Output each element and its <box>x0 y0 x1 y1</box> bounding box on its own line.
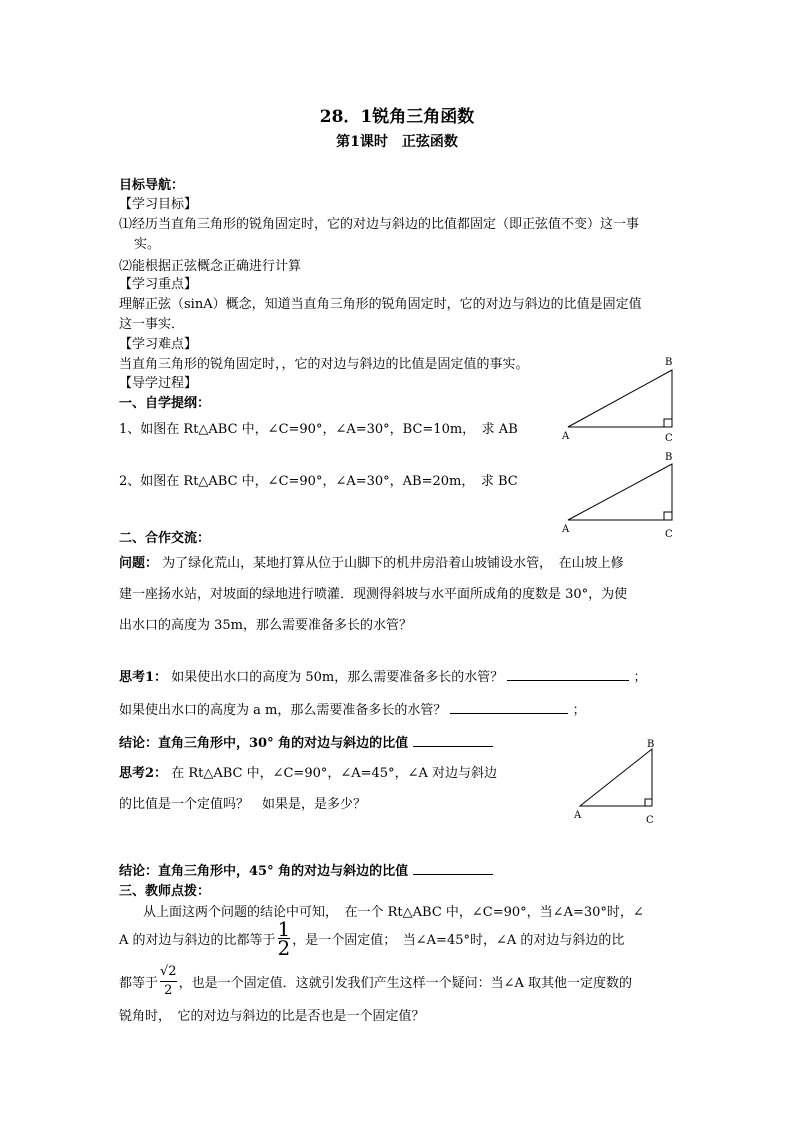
problem-text: 为了绿化荒山，某地打算从位于山脚下的机井房沿着山坡铺设水管， 在山坡上修 <box>162 556 624 571</box>
conclusion1-text: 结论：直角三角形中，30° 角的对边与斜边的比值 <box>119 736 409 751</box>
triangle-shape <box>580 749 652 806</box>
fraction-numerator: 1 <box>277 916 291 941</box>
vertex-label-a: A <box>562 431 570 442</box>
think1-question-b: 如果使出水口的高度为 a m，那么需要准备多长的水管？ <box>119 703 447 718</box>
learning-goals-heading: 【学习目标】 <box>119 197 198 212</box>
teacher-line3-a: 都等于 <box>119 975 159 991</box>
self-study-q2: 2、如图在 Rt△ABC 中，∠C=90°，∠A=30°，AB=20m， 求 BC <box>119 474 518 489</box>
think1-end-b: ； <box>572 703 586 718</box>
conclusion2-blank[interactable] <box>413 862 493 875</box>
think2-text1: 在 Rt△ABC 中，∠C=90°，∠A=45°，∠A 对边与斜边 <box>171 766 497 781</box>
think1-label: 思考1： <box>119 670 168 685</box>
think2-line2: 的比值是一个定值吗？ 如果是，是多少？ <box>119 797 367 812</box>
vertex-label-b: B <box>665 452 673 463</box>
vertex-label-a: A <box>574 810 582 821</box>
fraction-root2-over-2 <box>160 963 177 1000</box>
key-points-line1: 理解正弦（sinA）概念，知道当直角三角形的锐角固定时，它的对边与斜边的比值是固定值 <box>119 297 642 312</box>
teacher-line4: 锐角时， 它的对边与斜边的比是否也是一个固定值？ <box>119 1009 425 1024</box>
cooperate-heading: 二、合作交流： <box>119 531 211 546</box>
think1-line-b <box>119 699 586 718</box>
page-subtitle: 第1课时 正弦函数 <box>336 134 458 150</box>
triangle-shape <box>568 370 672 427</box>
teacher-line2 <box>119 916 625 960</box>
page-title: 28．1锐角三角函数 <box>319 107 475 127</box>
teacher-line2-a: A 的对边与斜边的比都等于 <box>119 932 276 948</box>
key-points-line2: 这一事实． <box>119 317 185 332</box>
key-points-heading: 【学习重点】 <box>119 277 198 292</box>
process-heading: 【导学过程】 <box>119 376 198 391</box>
think1-line-a <box>119 666 647 685</box>
learning-goal-1-cont: 实。 <box>134 237 161 252</box>
right-angle-mark <box>664 419 672 427</box>
self-study-heading: 一、自学提纲： <box>119 396 211 411</box>
vertex-label-c: C <box>665 433 673 444</box>
triangle-figure-3 <box>570 735 665 827</box>
problem-label: 问题： <box>119 556 159 571</box>
conclusion1-blank[interactable] <box>413 734 493 747</box>
fraction-numerator: √2 <box>160 963 177 982</box>
fraction-denominator: 2 <box>277 935 291 960</box>
vertex-label-c: C <box>665 529 673 540</box>
self-study-q1: 1、如图在 Rt△ABC 中，∠C=90°，∠A=30°，BC=10m， 求 AB <box>119 422 518 437</box>
conclusion2 <box>119 860 493 879</box>
problem-line3: 出水口的高度为 35m，那么需要准备多长的水管？ <box>119 618 413 633</box>
think1-end-a: ； <box>633 670 647 685</box>
vertex-label-a: A <box>562 524 570 535</box>
vertex-label-c: C <box>646 815 654 826</box>
difficulties-text: 当直角三角形的锐角固定时，，它的对边与斜边的比值是固定值的事实。 <box>119 357 529 372</box>
problem-line2: 建一座扬水站，对坡面的绿地进行喷灌．现测得斜坡与水平面所成角的度数是 30°，为使 <box>119 587 628 602</box>
fraction-denominator: 2 <box>164 982 173 998</box>
right-angle-mark <box>664 512 672 520</box>
problem-line1 <box>119 552 624 571</box>
conclusion2-text: 结论：直角三角形中，45° 角的对边与斜边的比值 <box>119 864 409 879</box>
teacher-heading: 三、教师点拨： <box>119 884 211 899</box>
vertex-label-b: B <box>665 357 673 368</box>
triangle-shape <box>568 464 672 520</box>
difficulties-heading: 【学习难点】 <box>119 337 198 352</box>
teacher-line1: 从上面这两个问题的结论中可知， 在一个 Rt△ABC 中，∠C=90°，当∠A=30°时，∠ <box>143 905 644 920</box>
fraction-one-half <box>277 916 291 960</box>
teacher-line3 <box>119 960 632 1002</box>
teacher-line2-b: ，是一个固定值； 当∠A=45°时，∠A 的对边与斜边的比 <box>292 932 625 948</box>
think2-label: 思考2： <box>119 766 168 781</box>
learning-goal-2: ⑵能根据正弦概念正确进行计算 <box>119 259 302 274</box>
think1-answer-blank-b[interactable] <box>450 701 568 714</box>
vertex-label-b: B <box>647 739 655 750</box>
think1-answer-blank-a[interactable] <box>507 668 629 681</box>
think1-question-a: 如果使出水口的高度为 50m，那么需要准备多长的水管？ <box>171 670 504 685</box>
learning-goal-1: ⑴经历当直角三角形的锐角固定时，它的对边与斜边的比值都固定（即正弦值不变）这一事 <box>119 217 640 232</box>
right-angle-mark <box>645 799 652 806</box>
conclusion1 <box>119 732 493 751</box>
teacher-line3-b: ，也是一个固定值．这就引发我们产生这样一个疑问：当∠A 取其他一定度数的 <box>178 975 632 991</box>
goal-nav-heading: 目标导航： <box>119 178 185 193</box>
triangle-figure-1 <box>560 354 680 444</box>
triangle-figure-2 <box>560 448 680 540</box>
think2-line1 <box>119 762 497 781</box>
